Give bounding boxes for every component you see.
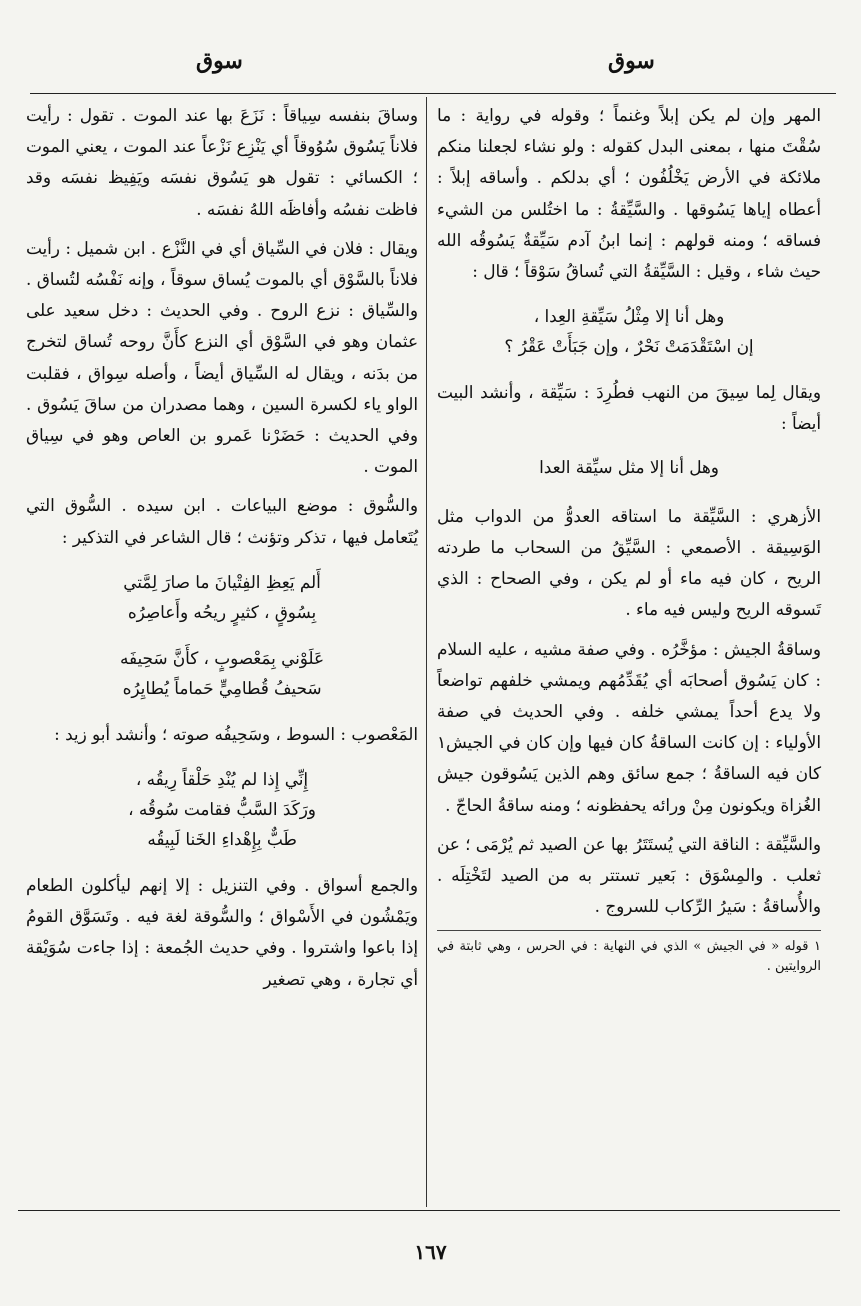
left-verse-2-line-1: عَلَوْني بِمَعْصوبٍ ، كأَنَّ سَحِيفَه — [119, 647, 324, 668]
left-verse-1-line-1: أَلم يَعِظِ الفِتْيانَ ما صارَ لِمَّتي — [123, 571, 321, 592]
bottom-rule — [18, 1210, 840, 1211]
left-paragraph-3: والسُّوق : موضع البياعات . ابن سيده . السُّوق التي يُتَعامل فيها ، تذكر وتؤنث ؛ قال الشاعر في التذكير : — [26, 495, 418, 547]
right-verse-1-line-1: وهل أنا إلا مِثْلُ سَيِّقةِ العِدا ، — [533, 306, 725, 327]
left-paragraph-1: وساقَ بنفسه سِياقاً : نَزَعَ بها عند الموت . تقول : رأيت فلاناً يَسُوق سُوُوقاً أي يَنْزِع نَزْعاً عند الموت ، يعني الموت ؛ الكسائي : تقول هو يَسُوق نفسَه ويَفِيظ نفسَه وقد فاظت نفسُه وأفاظَه اللهُ نفسَه . — [26, 105, 418, 219]
left-verse-3-line-3: طَبٌّ بِإِهْداءِ الخَنا لَبِيقُه — [147, 829, 297, 850]
left-verse-2-line-2: سَحيفُ قُطامِيٍّ حَماماً يُطايِرُه — [122, 677, 322, 698]
top-rule — [30, 93, 836, 94]
left-verse-1 — [26, 567, 418, 627]
right-verse-2: وهل أنا إلا مثل سيِّقة العدا — [539, 456, 719, 477]
left-column — [26, 100, 418, 1003]
right-verse-1-line-2: إن اسْتَقْدَمَتْ نَحْرٌ ، وإن جَبَأَتْ عَقْرُ ؟ — [504, 336, 754, 357]
right-column-headword: سوق — [608, 48, 655, 74]
page-number: ١٦٧ — [414, 1240, 447, 1264]
left-column-headword: سوق — [196, 48, 243, 74]
column-divider — [426, 97, 427, 1207]
left-verse-2 — [26, 643, 418, 703]
right-paragraph-5: والسَّيِّقة : الناقة التي يُستَتَرُ بها عن الصيد ثم يُرْمَى ؛ عن ثعلب . والمِسْوَق : بَعير تستتر به من الصيد لتَخْتِلَه . والأُساقةُ : سَيرُ الرِّكاب للسروج . — [437, 833, 821, 917]
left-verse-1-line-2: بِسُوقٍ ، كثيرٍ ريحُه وأَعاصِرُه — [127, 601, 317, 622]
left-paragraph-5: والجمع أسواق . وفي التنزيل : إلا إنهم ليأكلون الطعام ويَمْشُون في الأَسْواق ؛ والسُّوقة لغة فيه . وتَسَوَّق القومُ إذا باعوا واشتروا . وفي حديث الجُمعة : إذا جاءت سُوَيْقة أي تجارة ، وهي تصغير — [26, 875, 418, 989]
footnote: ١ قوله « في الجيش » الذي في النهاية : في الحرس ، وهي ثابتة في الروايتين . — [437, 930, 821, 977]
right-verse-1 — [437, 301, 821, 361]
right-column — [437, 100, 821, 977]
left-verse-3 — [26, 764, 418, 854]
right-paragraph-4: وساقةُ الجيش : مؤخَّرُه . وفي صفة مشيه ، عليه السلام : كان يَسُوق أصحابَه أي يُقَدِّمُهم ويمشي خلفهم تواضعاً ولا يدع أحداً يمشي خلفه . وفي الحديث في صفة الأولياء : إن كانت الساقةُ كان فيها وإن كان في الجيش١ كان فيه الساقةُ ؛ جمع سائق وهم الذين يَسُوقون جيش الغُزاة ويكونون مِنْ ورائه يحفظونه ؛ ومنه ساقةُ الحاجّ . — [437, 638, 821, 815]
left-verse-3-line-1: إِنِّي إِذا لم يُنْدِ حَلْقاً رِيقُه ، — [135, 769, 309, 790]
right-paragraph-2: ويقال لِما سِيقَ من النهب فطُرِدَ : سَيِّقة ، وأنشد البيت أيضاً : — [437, 382, 821, 434]
left-paragraph-2: ويقال : فلان في السِّياق أي في النَّزْع . ابن شميل : رأيت فلاناً بالسَّوْق أي بالموت يُساق سوقاً ، وإنه نَفْسُه لتُساق . والسِّياق : نزع الروح . وفي الحديث : دخل سعيد على عثمان وهو في السَّوْق أي النزع كأَنَّ روحه تُساق لتخرج من بدَنه ، ويقال له السِّياق أيضاً ، وأصله سِواق ، فقلبت الواو ياء لكسرة السين ، وهما مصدران من ساقَ يَسُوق . وفي الحديث : حَضَرْنا عَمرو بن العاص وهو في سِياق الموت . — [26, 237, 418, 477]
left-paragraph-4: المَعْصوب : السوط ، وسَحِيفُه صوته ؛ وأنشد أبو زيد : — [54, 723, 418, 744]
left-verse-3-line-2: ورَكَدَ السَّبُّ فقامت سُوقُه ، — [128, 799, 316, 820]
right-paragraph-1: المهر وإن لم يكن إبلاً وغنماً ؛ وقوله في رواية : ما سُقْتَ منها ، بمعنى البدل كقوله : ولو نشاء لجعلنا منكم ملائكة في الأرض يَخْلُفُون ؛ أي بدلكم . وأساقه إبلاً : أعطاه إياها يَسُوقها . والسَّيِّقةُ : ما اختُلس من الشيء فساقه ؛ ومنه قولهم : إنما ابنُ آدم سَيِّقةٌ يَسُوقُه الله حيث شاء ، وقيل : السَّيِّقةُ التي تُساقُ سَوْقاً ؛ قال : — [437, 105, 821, 282]
right-paragraph-3: الأزهري : السَّيِّقة ما استاقه العدوُّ من الدواب مثل الوَسِيقة . الأصمعي : السَّيِّقُ من السحاب ما طردته الريح ، كان فيه ماء أو لم يكن ، وفي الصحاح : الذي تَسوقه الريح وليس فيه ماء . — [437, 505, 821, 620]
